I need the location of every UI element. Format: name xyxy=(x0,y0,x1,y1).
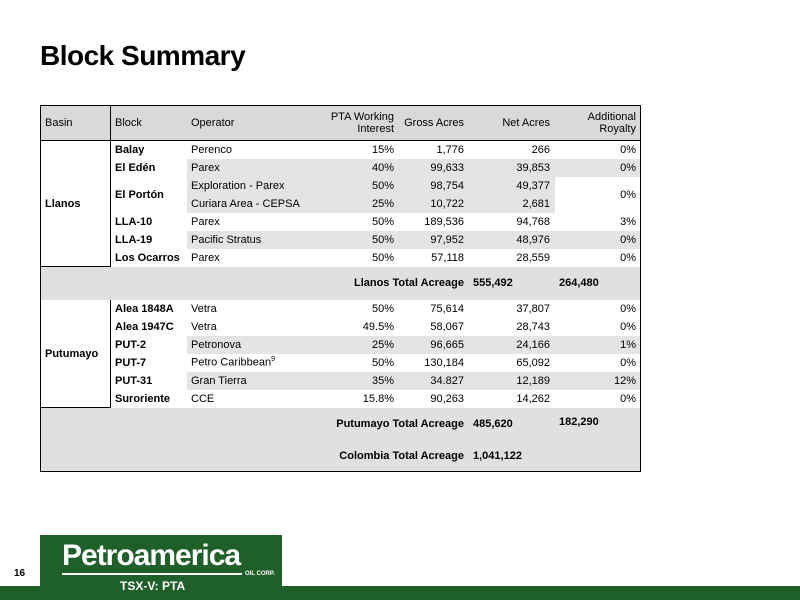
operator-cell: Vetra xyxy=(187,300,319,318)
gross-cell: 75,614 xyxy=(399,300,469,318)
pta-cell: 49.5% xyxy=(362,320,394,333)
royalty-cell: 0% xyxy=(555,354,641,372)
block-cell: El Portón xyxy=(115,188,164,201)
pta-cell: 50% xyxy=(319,300,399,318)
royalty-cell: 1% xyxy=(555,336,641,354)
royalty-cell: 0% xyxy=(555,318,641,336)
putumayo-total-label: Putumayo Total Acreage xyxy=(41,408,469,441)
pta-cell: 15% xyxy=(371,143,394,156)
net-cell: 48,976 xyxy=(469,231,555,249)
block-cell: Suroriente xyxy=(115,392,171,405)
gross-cell: 99,633 xyxy=(399,159,469,177)
logo-corp: OIL CORP. xyxy=(245,571,275,577)
gross-cell: 57,118 xyxy=(431,251,464,264)
table-row xyxy=(41,318,641,336)
llanos-total-label: Llanos Total Acreage xyxy=(41,267,469,300)
llanos-total-net: 264,480 xyxy=(555,267,641,300)
block-cell: LLA-19 xyxy=(115,233,153,246)
gross-cell: 130,184 xyxy=(424,356,464,369)
net-cell: 65,092 xyxy=(516,356,550,369)
block-cell: PUT-7 xyxy=(115,356,147,369)
table-row xyxy=(41,213,641,231)
basin-putumayo: Putumayo xyxy=(41,300,111,408)
footnote-marker: 9 xyxy=(271,356,276,364)
gross-cell: 1,776 xyxy=(436,143,464,156)
royalty-cell: 0% xyxy=(555,231,641,249)
gross-cell: 34.827 xyxy=(399,372,469,390)
block-cell: El Edén xyxy=(115,161,156,174)
header-additional-royalty: Additional Royalty xyxy=(555,106,641,141)
header-pta-working-interest: PTA Working Interest xyxy=(319,106,399,141)
table-row xyxy=(41,300,641,318)
logo-name: Petroamerica xyxy=(62,539,241,572)
net-cell: 49,377 xyxy=(469,177,555,195)
operator-cell: Parex xyxy=(187,159,319,177)
operator-cell: Curiara Area - CEPSA xyxy=(187,195,319,213)
block-cell: Alea 1848A xyxy=(111,300,187,318)
header-net-acres: Net Acres xyxy=(469,106,555,141)
net-cell: 14,262 xyxy=(516,392,550,405)
net-cell: 28,743 xyxy=(516,320,550,333)
operator-cell: Pacific Stratus xyxy=(187,231,319,249)
putumayo-total-row xyxy=(41,408,641,441)
gross-cell: 98,754 xyxy=(399,177,469,195)
pta-cell: 50% xyxy=(371,356,394,369)
gross-cell: 10,722 xyxy=(399,195,469,213)
operator-cell: Gran Tierra xyxy=(187,372,319,390)
operator-cell: Perenco xyxy=(191,143,232,156)
gross-cell: 189,536 xyxy=(424,215,464,228)
net-cell: 28,559 xyxy=(516,251,550,264)
putumayo-total-net xyxy=(555,408,641,472)
net-cell: 39,853 xyxy=(469,159,555,177)
llanos-total-gross: 555,492 xyxy=(469,267,555,300)
pta-cell: 35% xyxy=(319,372,399,390)
putumayo-total-gross: 485,620 xyxy=(469,408,555,441)
net-cell: 24,166 xyxy=(469,336,555,354)
gross-cell: 58,067 xyxy=(430,320,464,333)
pta-cell: 15.8% xyxy=(362,392,394,405)
putumayo-total-net-value: 182,290 xyxy=(559,416,599,428)
operator-cell: Parex xyxy=(191,251,220,264)
net-cell: 94,768 xyxy=(516,215,550,228)
header-basin: Basin xyxy=(41,106,111,141)
gross-cell: 97,952 xyxy=(399,231,469,249)
table-row xyxy=(41,159,641,177)
table-header-row xyxy=(41,106,641,141)
pta-cell: 25% xyxy=(319,195,399,213)
pta-cell: 40% xyxy=(319,159,399,177)
table-row xyxy=(41,231,641,249)
page-title: Block Summary xyxy=(40,40,246,71)
operator-cell xyxy=(187,354,319,372)
page-number: 16 xyxy=(14,568,26,579)
header-block: Block xyxy=(111,106,187,141)
block-cell: PUT-2 xyxy=(115,338,147,351)
colombia-total-row xyxy=(41,441,641,472)
colombia-total-label: Colombia Total Acreage xyxy=(41,441,469,472)
royalty-cell: 0% xyxy=(555,141,641,159)
block-cell: Balay xyxy=(115,143,145,156)
net-cell: 266 xyxy=(531,143,550,156)
royalty-cell: 0% xyxy=(555,300,641,318)
royalty-cell: 12% xyxy=(555,372,641,390)
table-row xyxy=(41,141,641,159)
logo-underline xyxy=(62,573,242,575)
operator-cell: Parex xyxy=(191,215,220,228)
operator-text: Petro Caribbean xyxy=(191,356,272,369)
royalty-cell: 0% xyxy=(555,390,641,408)
net-cell: 12,189 xyxy=(469,372,555,390)
block-cell: PUT-31 xyxy=(115,374,153,387)
block-cell: Los Ocarros xyxy=(115,251,180,264)
company-logo xyxy=(40,535,282,593)
operator-cell: CCE xyxy=(191,392,215,405)
llanos-total-row xyxy=(41,267,641,300)
pta-cell: 50% xyxy=(319,231,399,249)
table-row xyxy=(41,372,641,390)
table-row xyxy=(41,336,641,354)
header-operator: Operator xyxy=(187,106,319,141)
block-summary-table xyxy=(40,105,641,472)
block-cell: Alea 1947C xyxy=(115,320,174,333)
colombia-total-gross: 1,041,122 xyxy=(469,441,555,472)
net-cell: 2,681 xyxy=(469,195,555,213)
royalty-cell: 0% xyxy=(555,177,641,213)
royalty-cell: 3% xyxy=(555,213,641,231)
net-cell: 37,807 xyxy=(469,300,555,318)
table-row xyxy=(41,249,641,267)
pta-cell: 50% xyxy=(319,177,399,195)
block-cell: LLA-10 xyxy=(115,215,153,228)
royalty-cell: 0% xyxy=(555,249,641,267)
basin-llanos: Llanos xyxy=(41,141,111,267)
operator-cell: Petronova xyxy=(187,336,319,354)
pta-cell: 50% xyxy=(371,215,394,228)
gross-cell: 96,665 xyxy=(399,336,469,354)
logo-ticker: TSX-V: PTA xyxy=(120,579,186,593)
header-gross-acres: Gross Acres xyxy=(399,106,469,141)
operator-cell: Vetra xyxy=(191,320,217,333)
royalty-cell: 0% xyxy=(555,159,641,177)
pta-cell: 50% xyxy=(371,251,394,264)
operator-cell: Exploration - Parex xyxy=(187,177,319,195)
table-row xyxy=(41,354,641,372)
gross-cell: 90,263 xyxy=(430,392,464,405)
table-row xyxy=(41,177,641,195)
table-row xyxy=(41,390,641,408)
pta-cell: 25% xyxy=(319,336,399,354)
